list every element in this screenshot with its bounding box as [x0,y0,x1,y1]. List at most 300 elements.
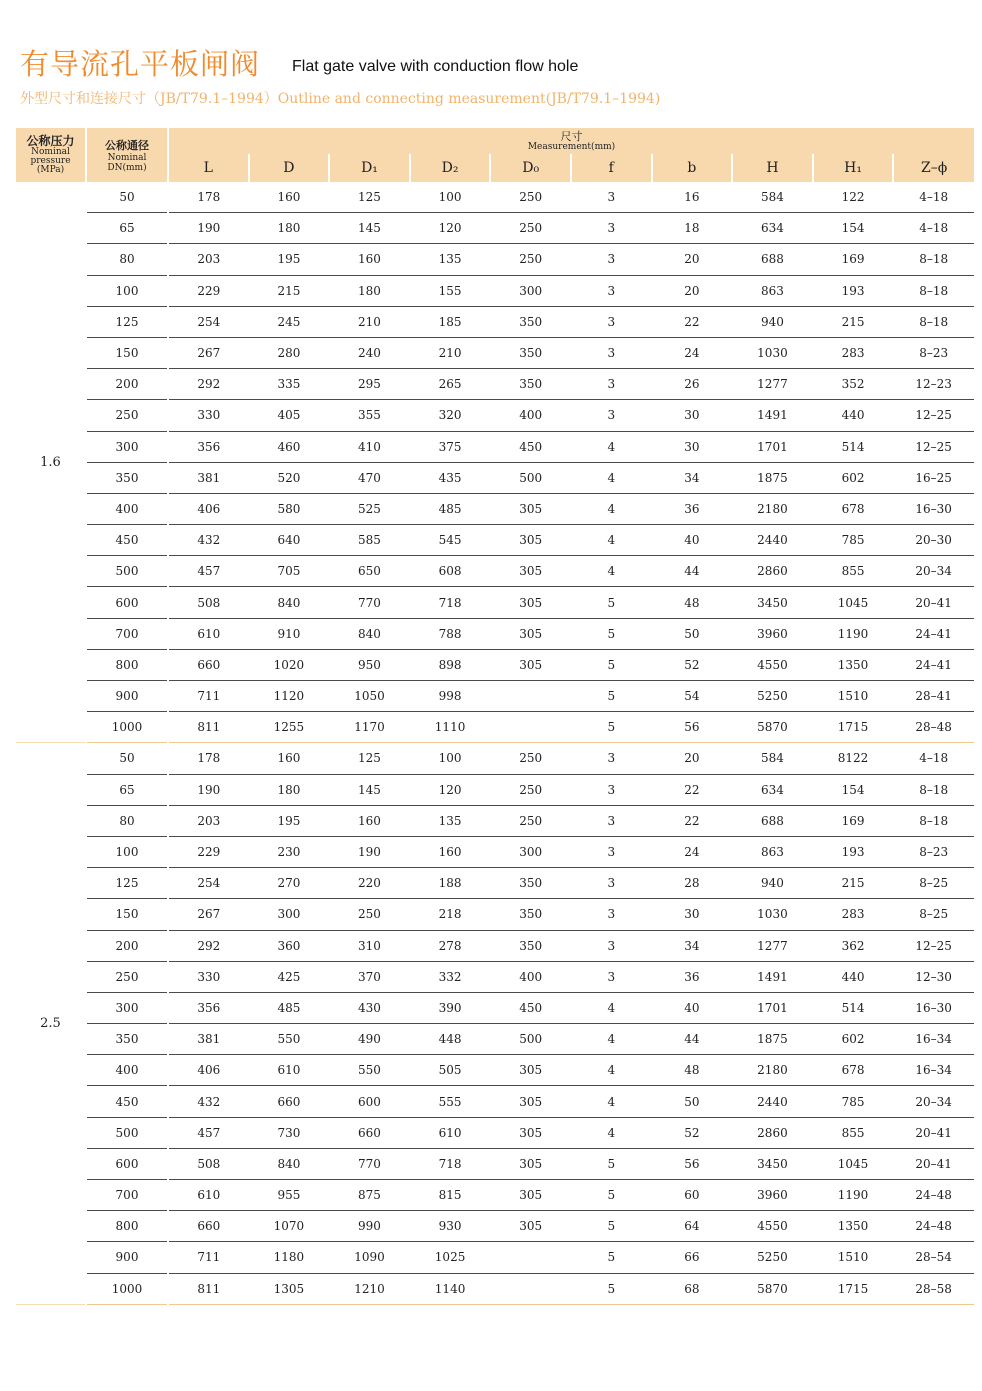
table-row [16,992,974,1023]
table-cell: 5 [571,1242,652,1273]
dn-cell: 800 [86,1211,168,1242]
table-cell: 1070 [249,1211,330,1242]
table-cell: 20 [652,275,733,306]
table-cell: 350 [490,369,571,400]
table-cell: 608 [410,556,491,587]
table-row [16,1273,974,1304]
table-cell: 60 [652,1180,733,1211]
table-cell: 305 [490,525,571,556]
table-cell: 8–25 [893,868,974,899]
table-cell: 267 [168,899,249,930]
table-cell: 270 [249,868,330,899]
table-cell: 350 [490,868,571,899]
table-cell: 875 [329,1180,410,1211]
table-cell: 470 [329,462,410,493]
table-cell: 785 [813,1086,894,1117]
table-cell: 180 [249,213,330,244]
table-cell: 5 [571,1180,652,1211]
table-cell: 406 [168,493,249,524]
table-cell: 5 [571,1273,652,1304]
dn-cell: 900 [86,681,168,712]
table-cell [490,712,571,743]
table-cell: 350 [490,337,571,368]
table-cell: 440 [813,400,894,431]
table-cell: 335 [249,369,330,400]
table-cell: 840 [249,587,330,618]
table-row [16,1148,974,1179]
table-cell: 2860 [732,1117,813,1148]
table-cell: 193 [813,836,894,867]
table-cell: 2180 [732,1055,813,1086]
table-cell: 1510 [813,681,894,712]
table-cell: 5870 [732,712,813,743]
dn-cell: 50 [86,743,168,774]
table-cell: 711 [168,681,249,712]
table-cell: 1025 [410,1242,491,1273]
table-row [16,525,974,556]
table-cell: 28–41 [893,681,974,712]
table-cell: 155 [410,275,491,306]
table-cell: 410 [329,431,410,462]
dn-header [86,128,168,182]
table-cell: 425 [249,961,330,992]
table-cell: 20–34 [893,1086,974,1117]
table-cell: 4 [571,992,652,1023]
column-header: D₁ [329,154,410,182]
table-cell: 350 [490,306,571,337]
table-cell: 508 [168,587,249,618]
table-cell: 305 [490,1055,571,1086]
table-cell: 3 [571,899,652,930]
table-row [16,805,974,836]
table-cell: 250 [490,774,571,805]
table-cell: 185 [410,306,491,337]
table-cell: 400 [490,400,571,431]
table-cell: 381 [168,1024,249,1055]
page-title-en: Flat gate valve with conduction flow hole [292,58,579,75]
dn-cell: 400 [86,1055,168,1086]
table-cell: 435 [410,462,491,493]
table-row [16,681,974,712]
table-cell: 550 [249,1024,330,1055]
dn-cell: 80 [86,244,168,275]
table-cell: 8–18 [893,805,974,836]
table-row [16,618,974,649]
table-cell: 910 [249,618,330,649]
table-row [16,1242,974,1273]
table-cell: 490 [329,1024,410,1055]
table-cell: 180 [329,275,410,306]
table-cell: 505 [410,1055,491,1086]
page-subtitle: 外型尺寸和连接尺寸（JB/T79.1–1994）Outline and connecting measurement(JB/T79.1–1994) [20,91,661,107]
table-cell: 52 [652,1117,733,1148]
table-row [16,556,974,587]
table-cell: 602 [813,1024,894,1055]
table-cell: 160 [249,743,330,774]
dn-cell: 600 [86,1148,168,1179]
table-cell: 788 [410,618,491,649]
table-cell: 12–23 [893,369,974,400]
table-cell: 4–18 [893,213,974,244]
dn-cell: 65 [86,213,168,244]
table-cell: 600 [329,1086,410,1117]
table-cell: 229 [168,836,249,867]
table-row [16,1180,974,1211]
table-cell: 305 [490,1117,571,1148]
dn-cell: 350 [86,462,168,493]
table-cell: 56 [652,712,733,743]
dn-cell: 600 [86,587,168,618]
dn-header-cn: 公称通径 [105,139,149,152]
table-cell: 215 [813,306,894,337]
table-cell: 3 [571,868,652,899]
table-cell: 457 [168,1117,249,1148]
table-cell: 602 [813,462,894,493]
table-cell: 100 [410,743,491,774]
table-cell: 898 [410,649,491,680]
table-cell: 18 [652,213,733,244]
table-cell: 229 [168,275,249,306]
table-cell: 215 [249,275,330,306]
table-cell: 5 [571,681,652,712]
table-cell: 3 [571,306,652,337]
table-cell: 283 [813,337,894,368]
table-cell: 169 [813,244,894,275]
column-header: f [571,154,652,182]
table-cell: 300 [490,275,571,306]
table-cell: 500 [490,1024,571,1055]
table-cell: 254 [168,306,249,337]
dn-cell: 150 [86,337,168,368]
table-cell: 730 [249,1117,330,1148]
table-cell: 24–48 [893,1180,974,1211]
table-row [16,1024,974,1055]
table-cell: 5870 [732,1273,813,1304]
measurement-header-cn: 尺寸 [560,129,583,143]
table-cell: 660 [168,649,249,680]
table-cell: 3 [571,337,652,368]
table-cell: 3 [571,182,652,213]
table-cell: 160 [329,805,410,836]
table-row [16,961,974,992]
column-header: L [168,154,249,182]
table-cell: 406 [168,1055,249,1086]
table-cell: 8–18 [893,275,974,306]
table-cell: 634 [732,774,813,805]
pressure-header-en: Nominal pressure (MPa) [30,146,71,175]
table-cell: 305 [490,587,571,618]
table-cell: 1277 [732,369,813,400]
table-cell: 5 [571,618,652,649]
table-cell: 215 [813,868,894,899]
table-cell: 40 [652,525,733,556]
table-cell: 12–25 [893,431,974,462]
table-cell: 811 [168,712,249,743]
table-cell: 514 [813,992,894,1023]
table-row [16,462,974,493]
dn-cell: 700 [86,1180,168,1211]
table-row [16,1117,974,1148]
table-cell: 169 [813,805,894,836]
table-cell: 320 [410,400,491,431]
column-header: D₀ [490,154,571,182]
table-cell: 1701 [732,992,813,1023]
table-cell: 24 [652,836,733,867]
table-cell: 863 [732,836,813,867]
table-cell: 210 [329,306,410,337]
table-cell: 12–25 [893,930,974,961]
table-cell: 718 [410,587,491,618]
column-header: D₂ [410,154,491,182]
table-cell: 2440 [732,1086,813,1117]
table-cell: 8122 [813,743,894,774]
table-cell: 678 [813,493,894,524]
table-cell: 154 [813,774,894,805]
table-body [16,182,974,1304]
table-cell: 545 [410,525,491,556]
table-cell: 20–41 [893,587,974,618]
table-cell: 145 [329,774,410,805]
table-cell: 24–48 [893,1211,974,1242]
table-cell: 30 [652,431,733,462]
table-row [16,213,974,244]
table-cell: 28–54 [893,1242,974,1273]
dn-cell: 800 [86,649,168,680]
table-cell: 20 [652,743,733,774]
table-row [16,712,974,743]
table-cell: 5250 [732,1242,813,1273]
dn-header-en: Nominal DN(mm) [107,153,147,173]
table-cell: 1050 [329,681,410,712]
table-cell: 940 [732,868,813,899]
table-cell: 160 [329,244,410,275]
table-row [16,182,974,213]
table-cell: 300 [490,836,571,867]
table-cell: 68 [652,1273,733,1304]
table-cell: 16–34 [893,1024,974,1055]
table-cell: 3 [571,930,652,961]
table-cell: 1350 [813,649,894,680]
table-cell: 305 [490,556,571,587]
table-cell: 1875 [732,1024,813,1055]
table-cell: 24–41 [893,649,974,680]
table-cell: 56 [652,1148,733,1179]
table-cell: 610 [168,1180,249,1211]
table-cell: 265 [410,369,491,400]
table-cell: 22 [652,306,733,337]
pressure-cell: 1.6 [16,182,86,743]
table-cell: 1030 [732,899,813,930]
table-cell: 8–18 [893,244,974,275]
table-cell [490,1242,571,1273]
table-cell: 40 [652,992,733,1023]
page-title-cn: 有导流孔平板闸阀 [20,47,261,81]
table-row [16,649,974,680]
table-cell: 930 [410,1211,491,1242]
table-cell: 4 [571,431,652,462]
table-cell: 26 [652,369,733,400]
table-cell: 3 [571,805,652,836]
dn-cell: 900 [86,1242,168,1273]
table-cell: 815 [410,1180,491,1211]
table-row [16,493,974,524]
table-cell: 280 [249,337,330,368]
table-cell: 305 [490,1180,571,1211]
dn-cell: 150 [86,899,168,930]
table-cell: 30 [652,899,733,930]
table-cell: 688 [732,805,813,836]
table-cell: 678 [813,1055,894,1086]
table-cell: 448 [410,1024,491,1055]
table-cell: 330 [168,961,249,992]
table-cell: 2860 [732,556,813,587]
table-cell: 8–23 [893,337,974,368]
measurement-header [168,128,974,154]
table-cell: 3960 [732,1180,813,1211]
table-cell: 34 [652,930,733,961]
table-cell: 3960 [732,618,813,649]
table-cell: 8–23 [893,836,974,867]
table-cell [490,681,571,712]
table-cell: 1110 [410,712,491,743]
table-cell: 356 [168,431,249,462]
table-cell: 12–25 [893,400,974,431]
table-cell: 190 [168,774,249,805]
table-cell: 950 [329,649,410,680]
dn-cell: 250 [86,961,168,992]
table-cell: 20–34 [893,556,974,587]
table-cell: 250 [490,743,571,774]
table-cell: 440 [813,961,894,992]
table-cell: 610 [249,1055,330,1086]
table-cell: 203 [168,244,249,275]
table-cell: 550 [329,1055,410,1086]
table-row [16,930,974,961]
table-cell: 283 [813,899,894,930]
table-cell: 350 [490,899,571,930]
table-cell: 24–41 [893,618,974,649]
table-cell: 711 [168,1242,249,1273]
dn-cell: 100 [86,275,168,306]
dn-cell: 450 [86,1086,168,1117]
table-cell: 390 [410,992,491,1023]
table-cell: 16–30 [893,992,974,1023]
table-cell: 525 [329,493,410,524]
table-cell: 135 [410,244,491,275]
table-cell: 278 [410,930,491,961]
table-cell: 36 [652,961,733,992]
table-row [16,836,974,867]
table-cell: 30 [652,400,733,431]
table-cell: 640 [249,525,330,556]
table-cell: 12–30 [893,961,974,992]
table-cell: 1350 [813,1211,894,1242]
column-header: D [249,154,330,182]
table-cell: 4 [571,1117,652,1148]
table-row [16,369,974,400]
table-cell: 4550 [732,649,813,680]
table-cell: 330 [168,400,249,431]
dn-cell: 500 [86,1117,168,1148]
table-row [16,868,974,899]
table-cell: 218 [410,899,491,930]
table-cell: 250 [329,899,410,930]
table-cell: 48 [652,587,733,618]
table-cell: 245 [249,306,330,337]
table-cell: 1030 [732,337,813,368]
table-cell: 300 [249,899,330,930]
table-cell: 100 [410,182,491,213]
table-cell: 190 [168,213,249,244]
table-cell: 1875 [732,462,813,493]
column-header: Z–ϕ [893,154,974,182]
table-cell: 135 [410,805,491,836]
table-cell: 770 [329,1148,410,1179]
table-cell: 305 [490,493,571,524]
table-cell: 1715 [813,1273,894,1304]
table-cell: 352 [813,369,894,400]
table-cell: 16 [652,182,733,213]
table-cell: 4–18 [893,743,974,774]
table-cell: 450 [490,992,571,1023]
table-row [16,1086,974,1117]
table-cell: 8–18 [893,774,974,805]
table-cell: 650 [329,556,410,587]
table-cell: 405 [249,400,330,431]
table-cell: 5 [571,1148,652,1179]
dn-cell: 250 [86,400,168,431]
table-cell: 811 [168,1273,249,1304]
table-cell: 2440 [732,525,813,556]
table-cell: 1120 [249,681,330,712]
table-cell: 64 [652,1211,733,1242]
table-cell: 610 [410,1117,491,1148]
table-cell: 3 [571,400,652,431]
table-cell: 840 [329,618,410,649]
table-row [16,743,974,774]
table-cell: 120 [410,213,491,244]
table-cell: 188 [410,868,491,899]
table-cell: 1305 [249,1273,330,1304]
table-cell: 1190 [813,618,894,649]
table-cell: 332 [410,961,491,992]
table-cell: 210 [410,337,491,368]
dn-cell: 80 [86,805,168,836]
table-cell: 1491 [732,961,813,992]
table-cell: 292 [168,930,249,961]
table-row [16,337,974,368]
table-cell: 50 [652,1086,733,1117]
table-cell: 20–30 [893,525,974,556]
table-cell: 4550 [732,1211,813,1242]
pressure-header [16,128,86,182]
table-cell: 195 [249,805,330,836]
table-cell: 457 [168,556,249,587]
dn-cell: 200 [86,930,168,961]
table-cell: 267 [168,337,249,368]
table-cell: 485 [410,493,491,524]
table-cell: 432 [168,525,249,556]
table-cell: 1020 [249,649,330,680]
table-cell: 356 [168,992,249,1023]
table-cell: 688 [732,244,813,275]
table-row [16,275,974,306]
dn-cell: 1000 [86,1273,168,1304]
table-cell: 4 [571,525,652,556]
table-cell: 4–18 [893,182,974,213]
dn-cell: 300 [86,431,168,462]
table-cell: 5 [571,1211,652,1242]
